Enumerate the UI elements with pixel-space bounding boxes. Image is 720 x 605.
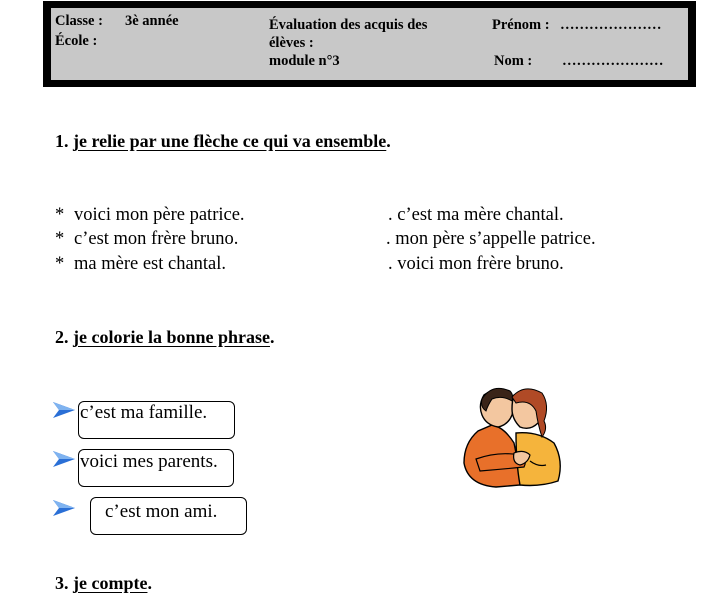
q1-right-item[interactable]: . c’est ma mère chantal. <box>388 205 564 225</box>
q1-title-end: . <box>386 131 391 151</box>
choice-text: c’est ma famille. <box>80 402 208 423</box>
prenom-field[interactable]: ………………… <box>560 17 662 33</box>
choice-box[interactable] <box>90 497 247 535</box>
q1-title <box>55 131 391 152</box>
title-line-2: élèves : <box>269 35 314 51</box>
arrow-bullet-icon <box>52 450 76 468</box>
q2-title <box>55 327 274 348</box>
choice-box[interactable] <box>78 449 234 487</box>
q1-bullet: * <box>55 229 65 249</box>
q2-title-end: . <box>269 327 275 347</box>
q3-title <box>55 573 152 594</box>
ecole-label: École : <box>55 33 98 49</box>
q1-bullet: * <box>55 205 65 225</box>
arrow-bullet-icon <box>52 499 76 517</box>
q1-left-text: voici mon père patrice. <box>74 205 245 225</box>
choice-text: voici mes parents. <box>80 451 218 472</box>
q1-left-text: c’est mon frère bruno. <box>74 229 239 249</box>
title-line-1: Évaluation des acquis des <box>269 17 428 33</box>
nom-field[interactable]: ………………… <box>562 53 664 69</box>
prenom-label: Prénom : <box>492 17 550 33</box>
title-line-3: module n°3 <box>269 53 340 69</box>
q2-number: 2. <box>55 327 69 347</box>
q1-left-item[interactable] <box>55 205 245 226</box>
worksheet-header <box>43 1 696 87</box>
choice-box[interactable] <box>78 401 235 439</box>
classe-label: Classe : <box>55 13 103 29</box>
q1-bullet: * <box>55 254 65 274</box>
header-panel <box>51 8 688 80</box>
choice-text: c’est mon ami. <box>105 501 218 522</box>
q3-title-text: je compte <box>73 573 148 593</box>
q3-number: 3. <box>55 573 69 593</box>
nom-label: Nom : <box>494 53 533 69</box>
q1-right-item[interactable]: . mon père s’appelle patrice. <box>386 229 596 249</box>
q1-left-item[interactable] <box>55 229 238 250</box>
q1-number: 1. <box>55 131 69 151</box>
q1-right-item[interactable]: . voici mon frère bruno. <box>388 254 564 274</box>
q1-title-text: je relie par une flèche ce qui va ensemble <box>73 131 387 151</box>
q2-title-text: je colorie la bonne phrase <box>73 327 270 347</box>
q3-title-end: . <box>147 573 152 593</box>
arrow-bullet-icon <box>52 401 76 419</box>
couple-clipart-image <box>458 381 566 489</box>
q1-left-item[interactable] <box>55 254 226 275</box>
q1-left-text: ma mère est chantal. <box>74 254 227 274</box>
classe-value: 3è année <box>125 13 179 29</box>
